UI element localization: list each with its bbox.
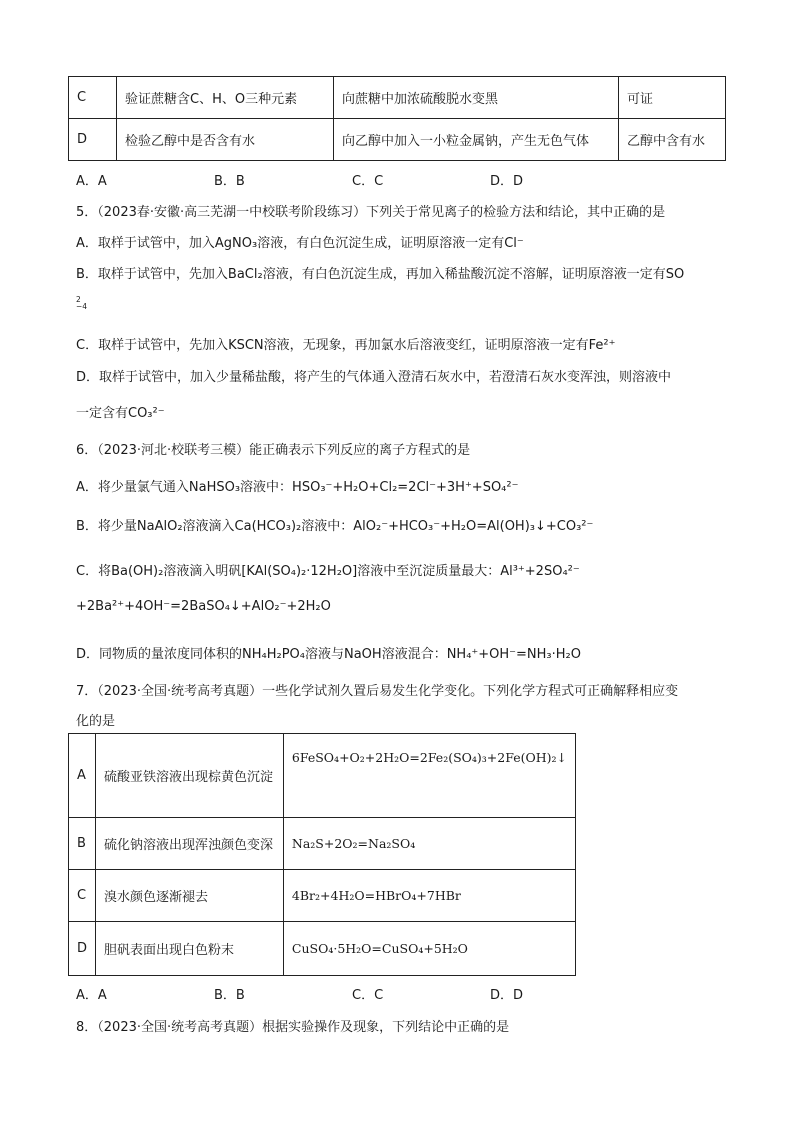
- q5-option-b-line2: 2−4: [76, 295, 88, 311]
- q7-answer-options: [76, 984, 628, 1003]
- q5-option-d-line1: D．取样于试管中，加入少量稀盐酸，将产生的气体通入澄清石灰水中，若澄清石灰水变浑浊，则溶液中: [76, 370, 672, 385]
- option-cell: D: [69, 119, 117, 161]
- option-cell: A: [69, 734, 96, 818]
- operation-cell: 向乙醇中加入一小粒金属钠，产生无色气体: [334, 119, 619, 161]
- purpose-cell: 验证蔗糖含C、H、O三种元素: [117, 77, 334, 119]
- q5-option-d-line2: 一定含有CO₃²⁻: [76, 406, 165, 421]
- q7-stem-line2: 化的是: [76, 714, 116, 729]
- table-row: [69, 77, 726, 119]
- option-c: C．C: [352, 174, 384, 189]
- experiment-table: [68, 76, 726, 161]
- q4-answer-options: [76, 170, 628, 189]
- q6-option-d: D．同物质的量浓度同体积的NH₄H₂PO₄溶液与NaOH溶液混合：NH₄⁺+OH⁻=NH₃·H₂O: [76, 647, 581, 662]
- option-b: B．B: [214, 174, 245, 189]
- q6-stem: 6．（2023·河北·校联考三模）能正确表示下列反应的离子方程式的是: [76, 443, 471, 458]
- equation-cell: Na₂S+2O₂=Na₂SO₄: [283, 818, 575, 870]
- reaction-table: [68, 733, 576, 976]
- q6-option-c-line1: C．将Ba(OH)₂溶液滴入明矾[KAl(SO₄)₂·12H₂O]溶液中至沉淀质量最大：Al³⁺+2SO₄²⁻: [76, 564, 580, 579]
- table-row: [69, 119, 726, 161]
- phenomenon-cell: 硫酸亚铁溶液出现棕黄色沉淀: [96, 734, 284, 818]
- table-row: [69, 734, 576, 818]
- phenomenon-cell: 硫化钠溶液出现浑浊颜色变深: [96, 818, 284, 870]
- q5-option-b-line1: B．取样于试管中，先加入BaCl₂溶液，有白色沉淀生成，再加入稀盐酸沉淀不溶解，证明原溶液一定有SO: [76, 267, 685, 282]
- q7-stem-line1: 7．（2023·全国·统考高考真题）一些化学试剂久置后易发生化学变化。下列化学方程式可正确解释相应变: [76, 684, 679, 699]
- option-d: D．D: [490, 988, 524, 1003]
- q8-stem: 8．（2023·全国·统考高考真题）根据实验操作及现象，下列结论中正确的是: [76, 1020, 510, 1035]
- option-b: B．B: [214, 988, 245, 1003]
- phenomenon-cell: 胆矾表面出现白色粉末: [96, 922, 284, 976]
- q5-option-c: C．取样于试管中，先加入KSCN溶液，无现象，再加氯水后溶液变红，证明原溶液一定有Fe²⁺: [76, 338, 616, 353]
- option-cell: B: [69, 818, 96, 870]
- option-a: A．A: [76, 174, 107, 189]
- conclusion-cell: 乙醇中含有水: [619, 119, 726, 161]
- operation-cell: 向蔗糖中加浓硫酸脱水变黑: [334, 77, 619, 119]
- table-row: [69, 870, 576, 922]
- option-d: D．D: [490, 174, 524, 189]
- option-cell: C: [69, 870, 96, 922]
- purpose-cell: 检验乙醇中是否含有水: [117, 119, 334, 161]
- equation-cell: CuSO₄·5H₂O=CuSO₄+5H₂O: [283, 922, 575, 976]
- q6-option-c-line2: +2Ba²⁺+4OH⁻=2BaSO₄↓+AlO₂⁻+2H₂O: [76, 599, 331, 614]
- option-cell: C: [69, 77, 117, 119]
- phenomenon-cell: 溴水颜色逐渐褪去: [96, 870, 284, 922]
- equation-cell: 6FeSO₄+O₂+2H₂O=2Fe₂(SO₄)₃+2Fe(OH)₂↓: [283, 734, 575, 818]
- equation-cell: 4Br₂+4H₂O=HBrO₄+7HBr: [283, 870, 575, 922]
- q5-option-a: A．取样于试管中，加入AgNO₃溶液，有白色沉淀生成，证明原溶液一定有Cl⁻: [76, 236, 524, 251]
- table-row: [69, 922, 576, 976]
- table-row: [69, 818, 576, 870]
- option-c: C．C: [352, 988, 384, 1003]
- q6-option-a: A．将少量氯气通入NaHSO₃溶液中：HSO₃⁻+H₂O+Cl₂=2Cl⁻+3H⁺+SO₄²⁻: [76, 480, 519, 495]
- option-cell: D: [69, 922, 96, 976]
- conclusion-cell: 可证: [619, 77, 726, 119]
- q6-option-b: B．将少量NaAlO₂溶液滴入Ca(HCO₃)₂溶液中：AlO₂⁻+HCO₃⁻+H₂O=Al(OH)₃↓+CO₃²⁻: [76, 519, 594, 534]
- q5-stem: 5．（2023春·安徽·高三芜湖一中校联考阶段练习）下列关于常见离子的检验方法和结论，其中正确的是: [76, 205, 666, 220]
- option-a: A．A: [76, 988, 107, 1003]
